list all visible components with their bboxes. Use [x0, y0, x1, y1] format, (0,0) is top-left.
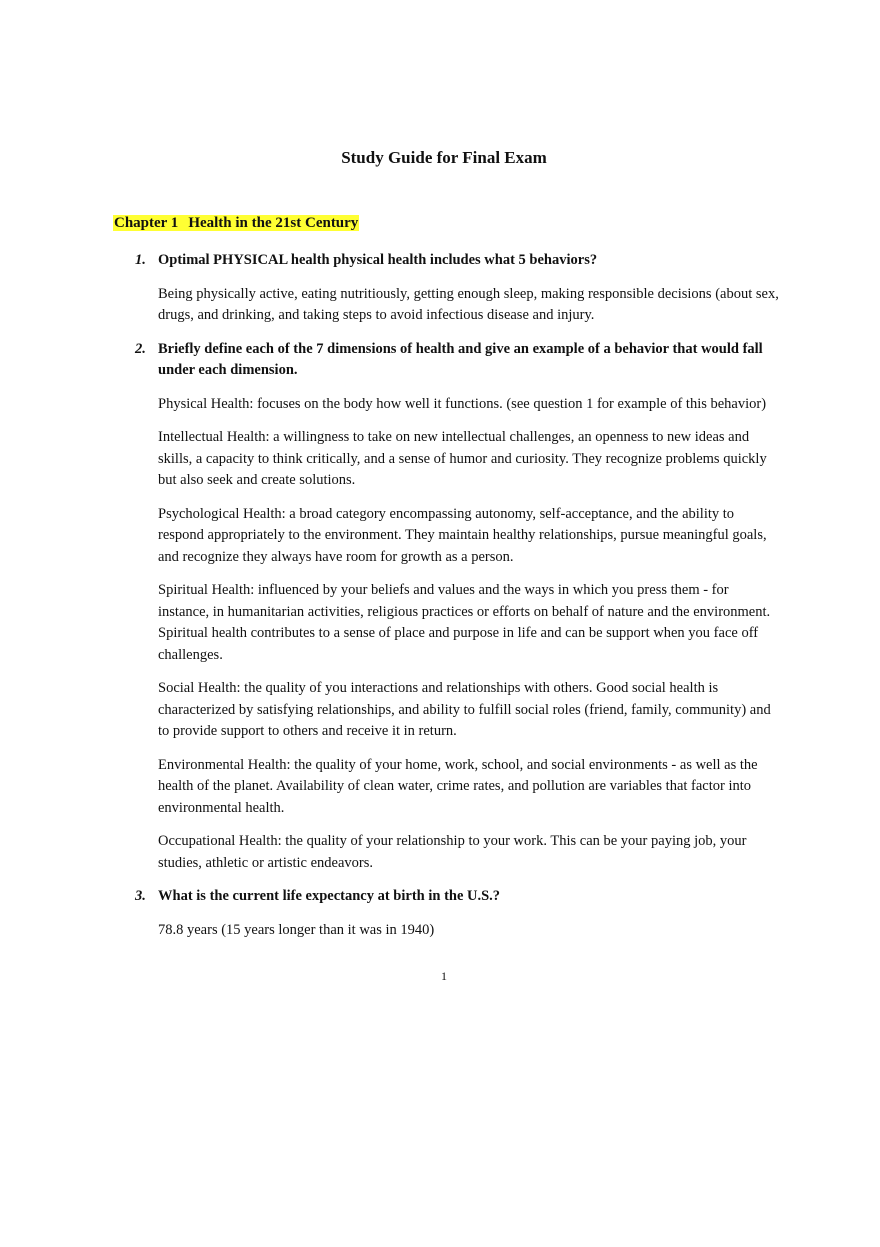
answer-psychological-health: Psychological Health: a broad category encompassing autonomy, self-acceptance, and the ability to respond appropriately to the environment. They maintain healthy relationships, pursue meaningful goals, and recognize they always have room for growth as a person.	[158, 505, 767, 565]
chapter-highlight	[113, 215, 359, 231]
answer-physical-health: Physical Health: focuses on the body how well it functions. (see question 1 for example of this behavior)	[158, 395, 767, 412]
answer-spiritual-health: Spiritual Health: influenced by your beliefs and values and the ways in which you press them - for instance, in humanitarian activities, religious practices or efforts on behalf of nature and the environment. Spiritual health contributes to a sense of place and purpose in life and can be support when you face off challenges.	[158, 582, 771, 663]
answer-paragraph: 78.8 years (15 years longer than it was in 1940)	[158, 921, 435, 938]
question-2	[135, 339, 783, 382]
question-number: 3.	[135, 888, 146, 904]
question-number: 1.	[135, 252, 146, 268]
question-1	[135, 250, 783, 272]
answer-paragraph: Being physically active, eating nutritiously, getting enough sleep, making responsible decisions (about sex, drugs, and drinking, and taking steps to avoid infectious disease and injury.	[158, 285, 779, 323]
document-title: Study Guide for Final Exam	[341, 148, 547, 167]
answer-occupational-health: Occupational Health: the quality of your relationship to your work. This can be your paying job, your studies, athletic or artistic endeavors.	[158, 833, 747, 871]
chapter-heading	[113, 213, 359, 233]
question-text: What is the current life expectancy at birth in the U.S.?	[158, 888, 501, 904]
chapter-title: Health in the 21st Century	[188, 215, 359, 231]
page-number: 1	[441, 969, 447, 983]
question-3	[135, 886, 783, 908]
question-text: Optimal PHYSICAL health physical health includes what 5 behaviors?	[158, 252, 598, 268]
answer-intellectual-health: Intellectual Health: a willingness to take on new intellectual challenges, an openness to new ideas and skills, a capacity to think critically, and a sense of humor and curiosity. They recognize problems quickly but also seek and create solutions.	[158, 429, 767, 488]
document-body	[135, 250, 783, 953]
chapter-label: Chapter 1	[114, 215, 179, 231]
answer-environmental-health: Environmental Health: the quality of your home, work, school, and social environments - as well as the health of the planet. Availability of clean water, crime rates, and pollution are variables that factor into environmental health.	[158, 756, 758, 816]
question-number: 2.	[135, 340, 146, 357]
answer-social-health: Social Health: the quality of you interactions and relationships with others. Good social health is characterized by satisfying relationships, and ability to fulfill social roles (friend, family, community) and to provide support to others and receive it in return.	[158, 680, 771, 739]
question-text: Briefly define each of the 7 dimensions of health and give an example of a behavior that would fall under each dimension.	[158, 340, 763, 378]
